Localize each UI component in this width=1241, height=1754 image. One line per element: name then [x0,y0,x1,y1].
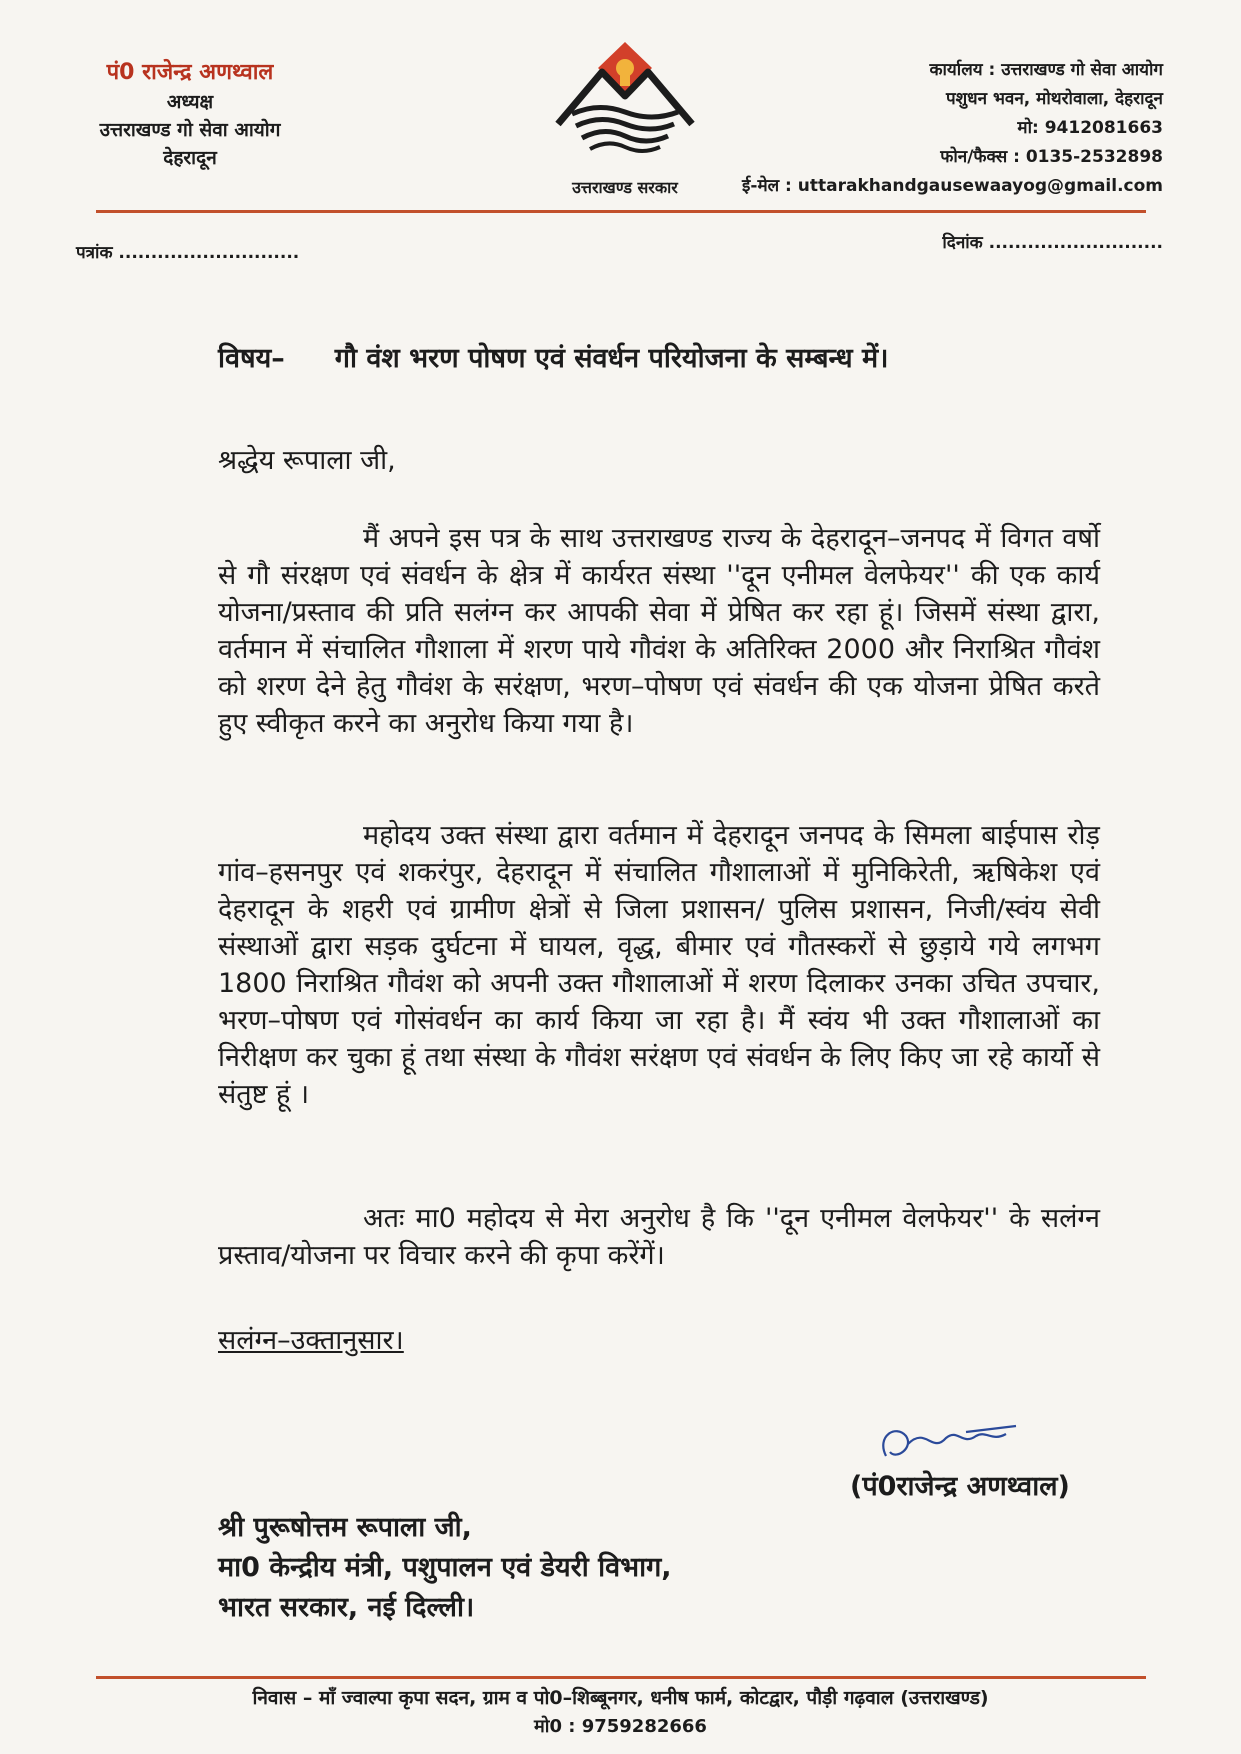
letterhead-left [70,58,310,172]
office-mobile: मो: 9412081663 [1017,118,1163,138]
letterhead-right [703,56,1163,201]
chairman-name: पं0 राजेन्द्र अणथ्वाल [106,60,274,85]
body-paragraph: मैं अपने इस पत्र के साथ उत्तराखण्ड राज्य के देहरादून–जनपद में विगत वर्षो से गौ संरक्षण एवं संवर्धन के क्षेत्र में कार्यरत संस्था ''दून एनीमल वेलफेयर'' की एक कार्य योजना/प्रस्ताव की प्रति सलंग्न कर आपकी सेवा में प्रेषित कर रहा हूं। जिसमें संस्था द्वारा, वर्तमान में संचालित गौशाला में शरण पाये गौवंश के अतिरिक्त 2000 और निराश्रित गौवंश को शरण देने हेतु गौवंश के सरंक्षण, भरण–पोषण एवं संवर्धन की एक योजना प्रेषित करते हुए स्वीकृत करने का अनुरोध किया गया है। [218,523,1100,739]
city: देहरादून [163,147,217,169]
addressee-block [218,1508,672,1628]
subject-label: विषय– [218,343,285,374]
signatory-name: (पं0राजेन्द्र अणथ्वाल) [850,1471,1070,1502]
residence-mobile: मो0 : 9759282666 [534,1716,707,1737]
patrank-field: पत्रांक ............................ [76,243,300,263]
enclosure-note: सलंग्न–उक्तानुसार। [218,1325,404,1356]
header-divider [96,210,1146,213]
addressee-title: मा0 केन्द्रीय मंत्री, पशुपालन एवं डेयरी विभाग, [218,1552,672,1583]
addressee-place: भारत सरकार, नई दिल्ली। [218,1592,475,1623]
office-address: पशुधन भवन, मोथरोवाला, देहरादून [945,89,1163,109]
body-paragraph: महोदय उक्त संस्था द्वारा वर्तमान में देहरादून जनपद के सिमला बाईपास रोड़ गांव–हसनपुर एवं शकरंपुर, देहरादून में संचालित गौशालाओं में मुनिकिरेती, ऋषिकेश एवं देहरादून के शहरी एवं ग्रामीण क्षेत्रों से जिला प्रशासन/ पुलिस प्रशासन, निजी/स्वंय सेवी संस्थाओं द्वारा सड़क दुर्घटना में घायल, वृद्ध, बीमार एवं गौतस्करों से छुड़ाये गये लगभग 1800 निराश्रित गौवंश को अपनी उक्त गौशालाओं में शरण दिलाकर उनका उचित उपचार, भरण–पोषण एवं गोसंवर्धन का कार्य किया जा रहा है। मैं स्वंय भी उक्त गौशालाओं का निरीक्षण कर चुका हूं तथा संस्था के गौवंश सरंक्षण एवं संवर्धन के लिए किए जा रहे कार्यो से संतुष्ट हूं । [218,820,1100,1110]
salutation: श्रद्धेय रूपाला जी, [218,445,396,476]
footer-divider [96,1676,1146,1679]
residence-address: निवास – माँ ज्वाल्पा कृपा सदन, ग्राम व पो0–शिब्बूनगर, धनीष फार्म, कोटद्वार, पौड़ी गढ़वाल (उत्तराखण्ड) [252,1687,989,1709]
dinank-field: दिनांक ........................... [942,233,1163,253]
subject-text: गौ वंश भरण पोषण एवं संवर्धन परियोजना के सम्बन्ध में। [334,343,889,374]
office-email: ई-मेल : uttarakhandgausewaayog@gmail.com [742,176,1163,196]
body-paragraph: अतः मा0 महोदय से मेरा अनुरोध है कि ''दून एनीमल वेलफेयर'' के सलंग्न प्रस्ताव/योजना पर विचार करने की कृपा करेंगें। [218,1203,1100,1271]
office-phone-fax: फोन/फैक्स : 0135-2532898 [940,147,1163,167]
designation: अध्यक्ष [166,91,214,113]
addressee-name: श्री पुरूषोत्तम रूपाला जी, [218,1512,472,1543]
organization: उत्तराखण्ड गो सेवा आयोग [99,119,281,141]
office-line: कार्यालय : उत्तराखण्ड गो सेवा आयोग [929,60,1163,80]
uttarakhand-emblem-icon [550,38,700,158]
subject-line [218,338,888,375]
emblem-caption: उत्तराखण्ड सरकार [572,178,678,197]
